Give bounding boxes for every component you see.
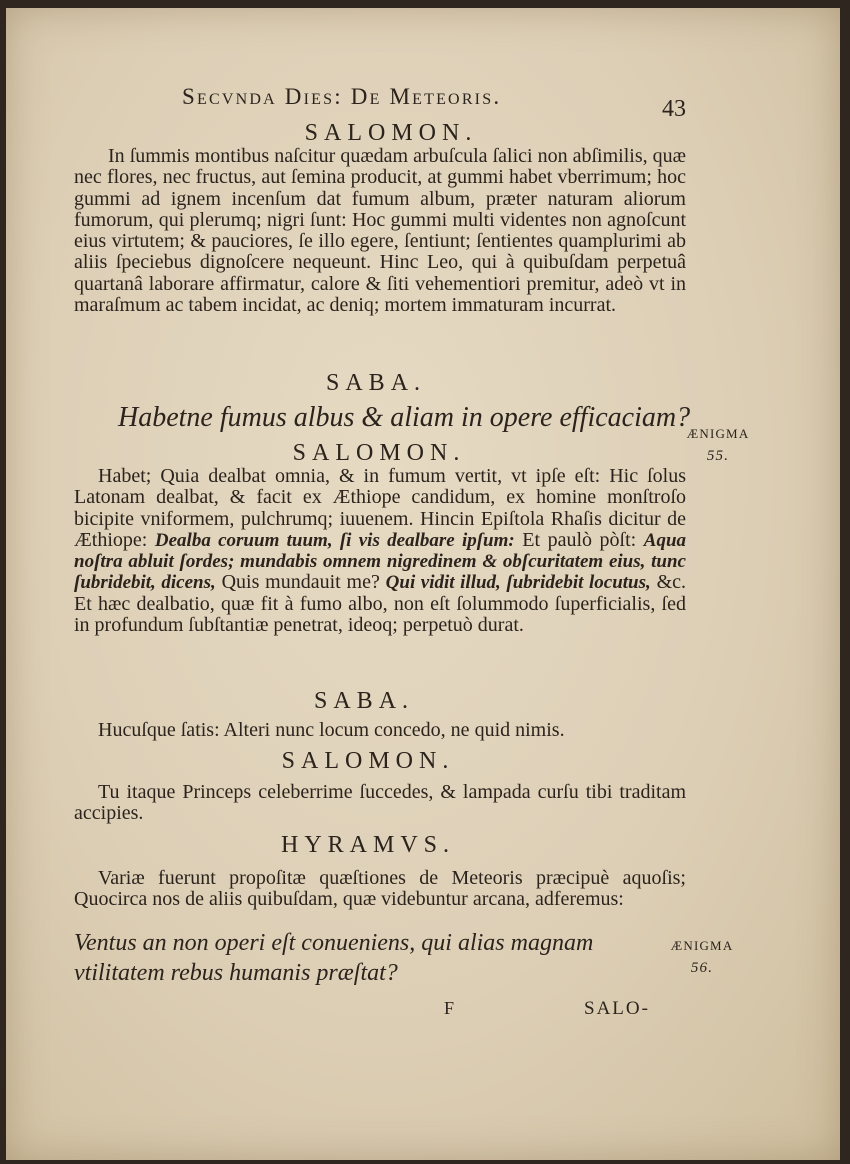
running-head: Secvnda Dies: De Meteoris.	[182, 84, 502, 109]
margin-note-aenigma-56	[662, 938, 742, 977]
text-a: Habet; Quia dealbat omnia, & in fumum vertit, vt ipſe eſt: Hic ſolus Latonam dealbat, & facit ex Æthiope candidum, ex homine monſtroſo bicipite vniformem, pulchrumq; iuuenem. Hincin Epiſtola Rhaſis dicitur de Æthiope:	[74, 465, 686, 551]
margin-label: ÆNIGMA	[670, 938, 734, 953]
speaker-salomon-2: SALOMON.	[292, 440, 466, 466]
italic-quote-1: Dealba coruum tuum, ſi vis dealbare ipſum:	[154, 529, 515, 551]
paragraph-salomon-2	[74, 466, 686, 636]
catchword: SALO-	[584, 998, 650, 1019]
page-number: 43	[662, 96, 686, 122]
speaker-saba-1: SABA.	[326, 370, 427, 396]
paragraph-saba-2: Hucuſque ſatis: Alteri nunc locum concedo, ne quid nimis.	[98, 719, 565, 741]
italic-quote-3: Qui vidit illud, ſubridebit locutus,	[385, 572, 651, 594]
speaker-salomon-1: SALOMON.	[304, 120, 478, 146]
question-saba-1: Habetne fumus albus & aliam in opere efficaciam?	[118, 402, 691, 433]
signature-mark: F	[444, 998, 455, 1018]
text-d: &c. Et hæc dealbatio, quæ fit à fumo albo, non eſt ſolummodo ſuperficialis, ſed in profundum ſubſtantiæ penetrat, ideoq; perpetuò durat.	[74, 571, 687, 637]
paragraph-hyramus: Variæ fuerunt propoſitæ quæſtiones de Meteoris præcipuè aquoſis; Quocirca nos de aliis quibuſdam, quæ videbuntur arcana, adferemus:	[74, 867, 686, 911]
margin-number: 55.	[706, 448, 730, 464]
paragraph-salomon-1: In ſummis montibus naſcitur quædam arbuſcula ſalici non abſimilis, quæ nec flores, nec fructus, aut ſemina producit, at gummi habet vberrimum; hoc gummi ad ignem incenſum dat fumum album, præter naturam aliorum fumorum, qui plerumq; nigri ſunt: Hoc gummi multi videntes non agnoſcunt eius virtutem; & pauciores, ſe illo egere, ſentiunt; ſentientes quamplurimi ab aliis ſpeciebus dignoſcere nequeunt. Hinc Leo, qui à quibuſdam perpetuâ quartanâ laborare affirmatur, calore & ſiti vehementiori premitur, adeò vt in maraſmum ac tabem incidat, ac deniq; mortem immaturam incurrat.	[74, 145, 686, 317]
speaker-salomon-3: SALOMON.	[281, 748, 455, 774]
speaker-hyramus: HYRAMVS.	[280, 832, 456, 858]
margin-note-aenigma-55	[678, 426, 758, 465]
text-b: Et paulò pòſt:	[522, 528, 637, 551]
speaker-saba-2: SABA.	[314, 688, 415, 714]
margin-label: ÆNIGMA	[686, 426, 750, 441]
margin-number: 56.	[690, 960, 714, 976]
book-page	[6, 8, 840, 1160]
italic-quote-2: Aqua noſtra abluit ſordes; mundabis omnem nigredinem & obſcuritatem eius, tunc ſubridebit, dicens,	[74, 529, 687, 594]
paragraph-salomon-3: Tu itaque Princeps celeberrime ſuccedes, & lampada curſu tibi traditam accipies.	[74, 781, 686, 825]
question-hyramus: Ventus an non operi eſt conueniens, qui alias magnam vtilitatem rebus humanis præſtat?	[74, 930, 594, 986]
text-c: Quis mundauit me?	[221, 571, 380, 594]
